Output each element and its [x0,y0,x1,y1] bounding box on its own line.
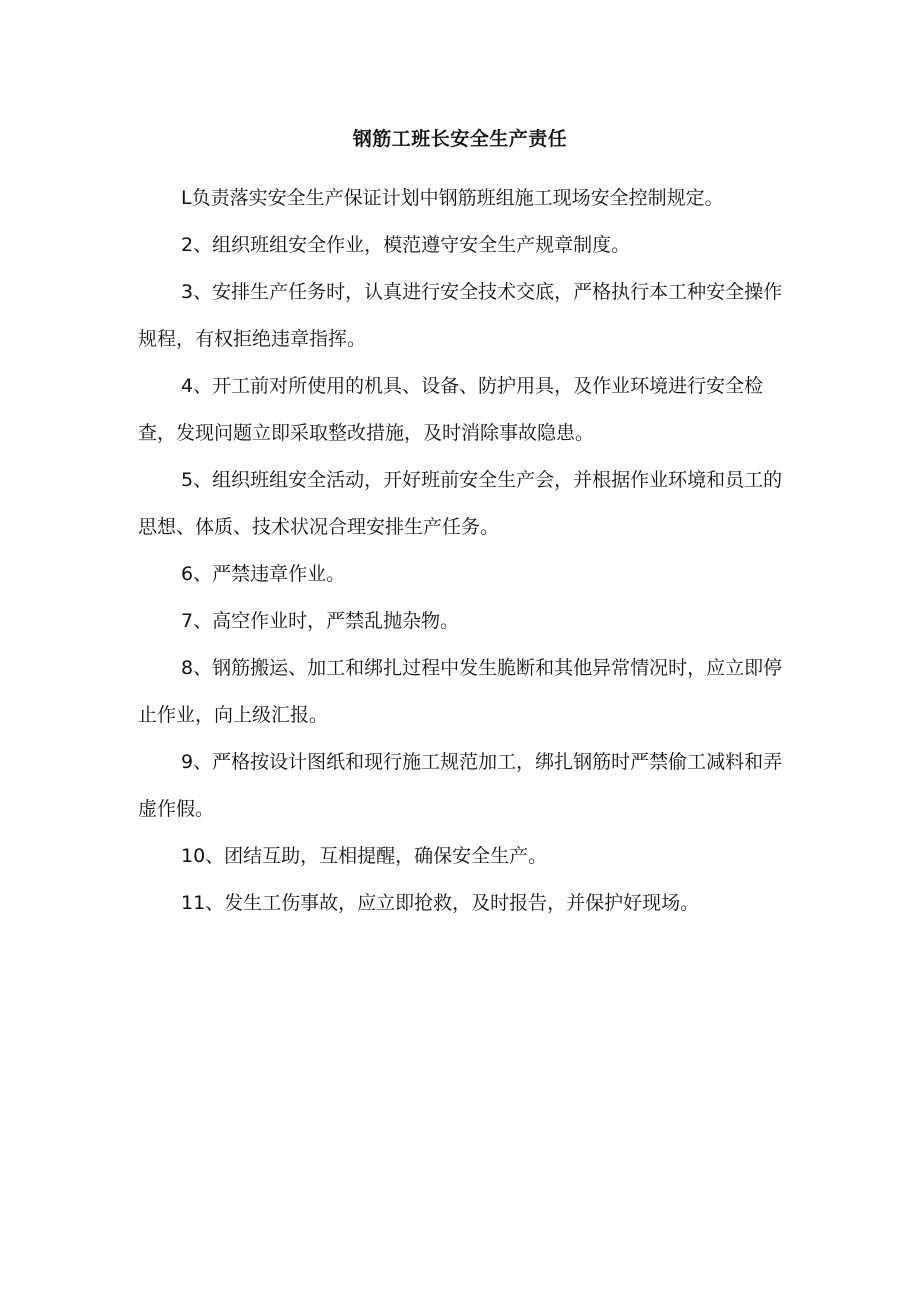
paragraph-9: 9、严格按设计图纸和现行施工规范加工，绑扎钢筋时严禁偷工减料和弄虚作假。 [138,751,783,820]
paragraph-4: 4、开工前对所使用的机具、设备、防护用具，及作业环境进行安全检查，发现问题立即采取整改措施，及时消除事故隐患。 [138,375,764,444]
paragraph-10: 10、团结互助，互相提醒，确保安全生产。 [181,845,548,867]
paragraph-5: 5、组织班组安全活动，开好班前安全生产会，并根据作业环境和员工的思想、体质、技术状况合理安排生产任务。 [138,469,783,538]
paragraph-2: 2、组织班组安全作业，模范遵守安全生产规章制度。 [181,234,631,256]
paragraph-8: 8、钢筋搬运、加工和绑扎过程中发生脆断和其他异常情况时，应立即停止作业，向上级汇报。 [138,657,783,726]
document-body [138,175,788,927]
paragraph-6: 6、严禁违章作业。 [181,563,346,585]
paragraph-7: 7、高空作业时，严禁乱抛杂物。 [181,610,460,632]
paragraph-11: 11、发生工伤事故，应立即抢救，及时报告，并保护好现场。 [181,892,700,914]
paragraph-1: L负责落实安全生产保证计划中钢筋班组施工现场安全控制规定。 [181,187,724,209]
document-title: 钢筋工班长安全生产责任 [352,128,568,150]
paragraph-3: 3、安排生产任务时，认真进行安全技术交底，严格执行本工种安全操作规程，有权拒绝违章指挥。 [138,281,783,350]
